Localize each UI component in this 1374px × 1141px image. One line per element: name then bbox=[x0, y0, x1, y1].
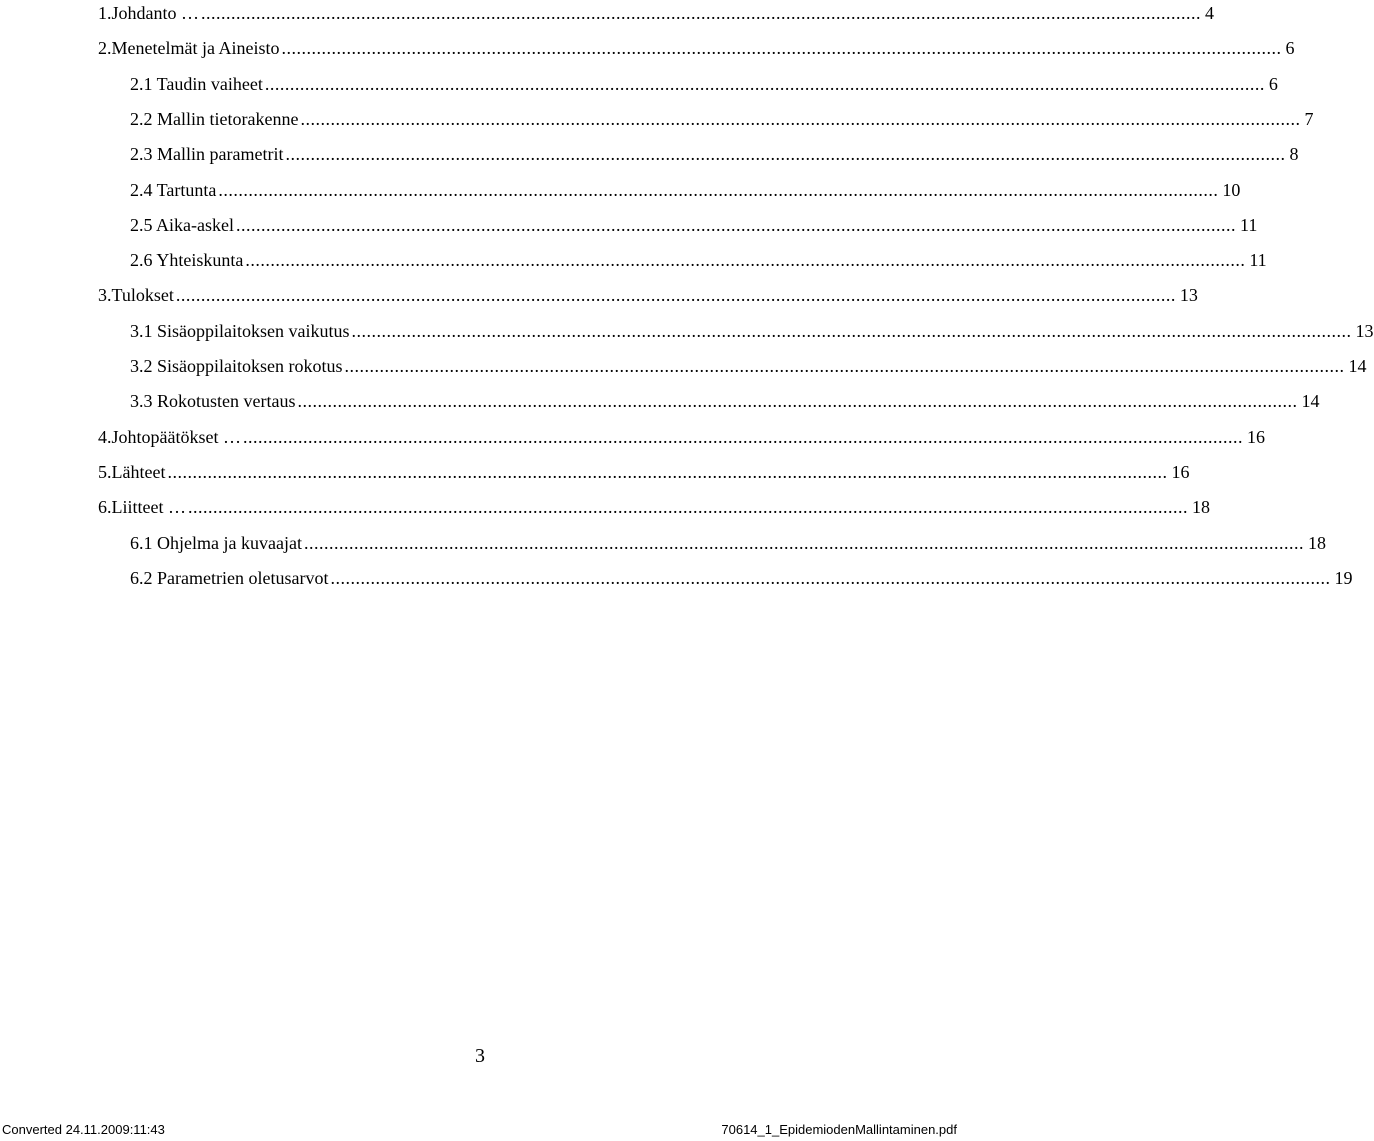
toc-entry-page: 11 bbox=[1239, 214, 1258, 235]
toc-entry-page: 6 bbox=[1268, 73, 1278, 94]
toc-entry[interactable] bbox=[130, 142, 1299, 166]
toc-entry-number: 4. bbox=[98, 426, 112, 447]
toc-entry-title: 2.3 Mallin parametrit bbox=[130, 144, 284, 165]
toc-entry-page: 16 bbox=[1246, 426, 1265, 447]
file-name: 70614_1_EpidemiodenMallintaminen.pdf bbox=[721, 1122, 957, 1137]
toc-entry-title: 3.1 Sisäoppilaitoksen vaikutus bbox=[130, 320, 350, 341]
toc-dot-leader: ........................................................................................................................................................................................................ bbox=[245, 250, 1246, 271]
toc-entry-number: 5. bbox=[98, 461, 112, 482]
toc-entry[interactable] bbox=[130, 178, 1241, 202]
page-number: 3 bbox=[475, 1045, 485, 1067]
toc-entry-page: 10 bbox=[1222, 179, 1241, 200]
toc-entry[interactable] bbox=[130, 354, 1367, 378]
toc-dot-leader: ........................................................................................................................................................................................................ bbox=[264, 73, 1265, 94]
toc-entry-number: 6. bbox=[98, 497, 112, 518]
toc-entry[interactable] bbox=[98, 425, 1265, 449]
toc-entry-page: 16 bbox=[1171, 461, 1190, 482]
toc-entry-page: 7 bbox=[1304, 108, 1314, 129]
toc-entry-page: 6 bbox=[1285, 38, 1295, 59]
toc-entry[interactable] bbox=[130, 72, 1278, 96]
toc-entry[interactable] bbox=[130, 213, 1258, 237]
toc-entry-title: 6.1 Ohjelma ja kuvaajat bbox=[130, 532, 302, 553]
toc-entry[interactable] bbox=[98, 36, 1295, 60]
toc-entry[interactable] bbox=[98, 495, 1210, 519]
toc-entry-page: 14 bbox=[1301, 391, 1320, 412]
toc-dot-leader: ........................................................................................................................................................................................................ bbox=[218, 179, 1219, 200]
toc-dot-leader: ........................................................................................................................................................................................................ bbox=[167, 461, 1168, 482]
toc-entry-page: 11 bbox=[1249, 250, 1267, 271]
toc-entry-title: 2.2 Mallin tietorakenne bbox=[130, 108, 299, 129]
toc-dot-leader: ........................................................................................................................................................................................................ bbox=[285, 144, 1286, 165]
toc-entry-page: 13 bbox=[1355, 320, 1374, 341]
toc-entry[interactable] bbox=[130, 248, 1267, 272]
toc-entry-page: 18 bbox=[1191, 497, 1210, 518]
toc-dot-leader: ........................................................................................................................................................................................................ bbox=[300, 108, 1301, 129]
toc-entry[interactable] bbox=[130, 107, 1314, 131]
toc-entry-title: 3.2 Sisäoppilaitoksen rokotus bbox=[130, 356, 343, 376]
toc-entry-page: 8 bbox=[1289, 144, 1299, 165]
toc-entry-page: 19 bbox=[1334, 567, 1353, 588]
toc-entry-number: 2. bbox=[98, 38, 112, 59]
toc-entry[interactable] bbox=[98, 460, 1190, 484]
toc-dot-leader: ........................................................................................................................................................................................................ bbox=[242, 426, 1243, 447]
toc-dot-leader: ........................................................................................................................................................................................................ bbox=[351, 320, 1352, 341]
toc-entry[interactable] bbox=[98, 283, 1198, 307]
toc-entry[interactable] bbox=[130, 319, 1374, 343]
toc-entry-page: 14 bbox=[1348, 356, 1367, 376]
toc-entry-title: Menetelmät ja Aineisto bbox=[111, 38, 280, 59]
toc-entry-title: Liitteet … bbox=[111, 497, 186, 518]
toc-dot-leader: ........................................................................................................................................................................................................ bbox=[175, 285, 1176, 306]
toc-entry-title: Johtopäätökset … bbox=[111, 426, 241, 447]
toc-entry-page: 4 bbox=[1205, 3, 1214, 23]
toc-dot-leader: ........................................................................................................................................................................................................ bbox=[297, 391, 1298, 412]
toc-entry[interactable] bbox=[98, 1, 1214, 25]
toc-dot-leader: ........................................................................................................................................................................................................ bbox=[344, 356, 1345, 376]
toc-entry-title: 2.1 Taudin vaiheet bbox=[130, 73, 263, 94]
toc-dot-leader: ........................................................................................................................................................................................................ bbox=[330, 567, 1331, 588]
toc-entry-title: 3.3 Rokotusten vertaus bbox=[130, 391, 296, 412]
toc-entry-title: Tulokset bbox=[111, 285, 174, 306]
toc-entry[interactable] bbox=[130, 566, 1353, 590]
toc-dot-leader: ........................................................................................................................................................................................................ bbox=[235, 214, 1236, 235]
toc-dot-leader: ........................................................................................................................................................................................................ bbox=[201, 3, 1201, 23]
toc-entry-page: 13 bbox=[1179, 285, 1198, 306]
toc-entry-title: Johdanto … bbox=[111, 3, 199, 23]
toc-entry-number: 3. bbox=[98, 285, 112, 306]
toc-entry-title: Lähteet bbox=[111, 461, 166, 482]
toc-entry-title: 6.2 Parametrien oletusarvot bbox=[130, 567, 329, 588]
toc-dot-leader: ........................................................................................................................................................................................................ bbox=[187, 497, 1188, 518]
toc-dot-leader: ........................................................................................................................................................................................................ bbox=[303, 532, 1304, 553]
toc-entry-title: 2.6 Yhteiskunta bbox=[130, 250, 244, 271]
toc-entry-title: 2.5 Aika-askel bbox=[130, 214, 234, 235]
toc-entry-page: 18 bbox=[1307, 532, 1326, 553]
toc-entry[interactable] bbox=[130, 389, 1320, 413]
toc-entry-number: 1. bbox=[98, 3, 112, 23]
toc-entry-title: 2.4 Tartunta bbox=[130, 179, 217, 200]
toc-entry[interactable] bbox=[130, 531, 1326, 555]
toc-dot-leader: ........................................................................................................................................................................................................ bbox=[281, 38, 1282, 59]
conversion-timestamp: Converted 24.11.2009:11:43 bbox=[2, 1122, 165, 1137]
